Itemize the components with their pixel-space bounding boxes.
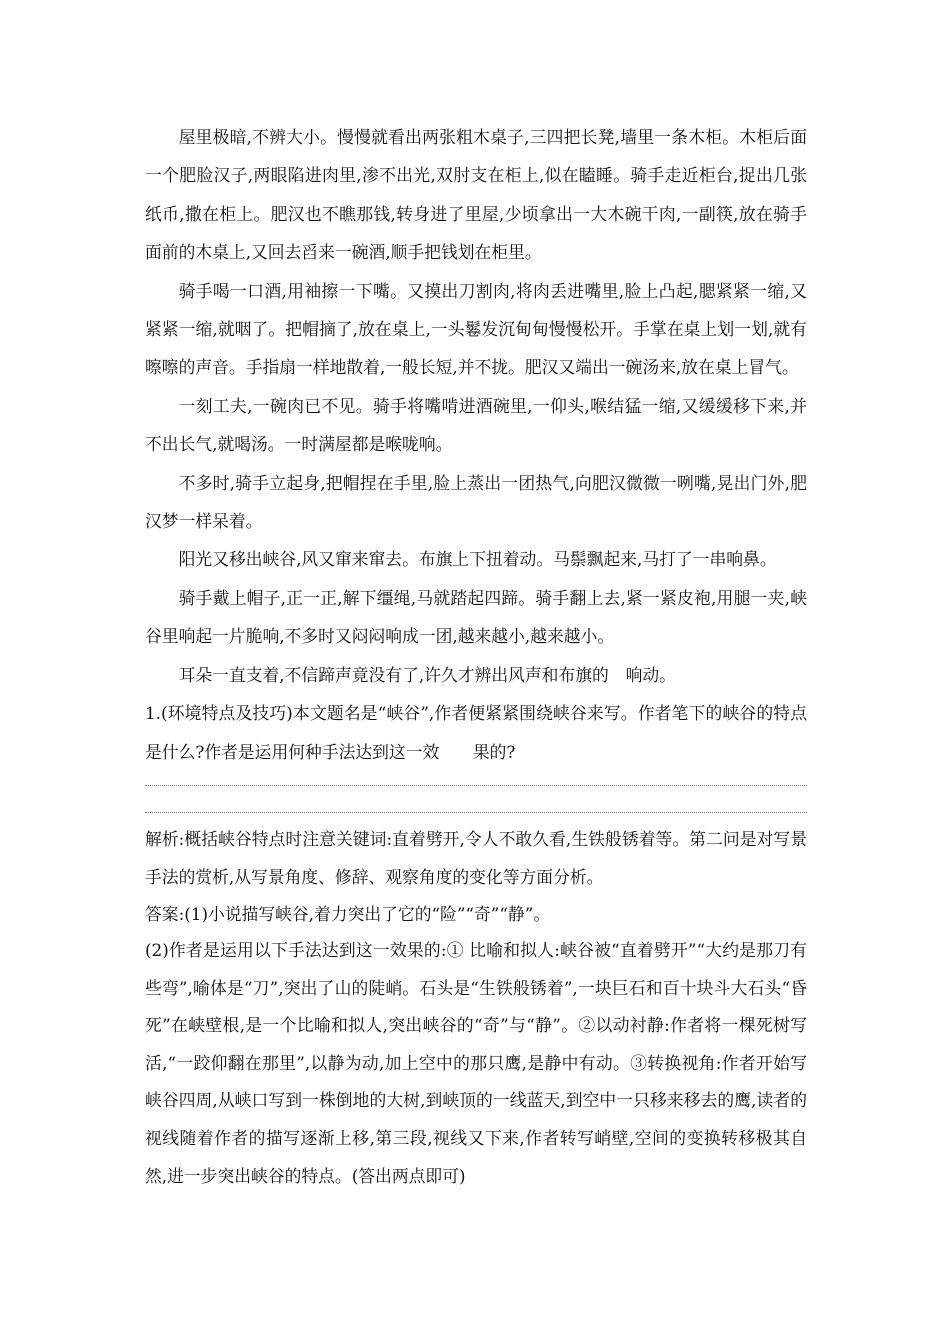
answer-part-1: 答案:(1)小说描写峡谷,着力突出了它的“险”“奇”“静”。 [145,904,551,925]
passage-paragraph-7: 耳朵一直支着,不信蹄声竟没有了,许久才辨出风声和布旗的 响动。 [178,664,676,685]
analysis-text: 解析:概括峡谷特点时注意关键词:直着劈开,令人不敢久看,生铁般锈着等。第二问是对写景手法的赏析,从写景角度、修辞、观察角度的变化等方面分析。 [145,828,807,887]
passage-paragraph-6: 骑手戴上帽子,正一正,解下缰绳,马就踏起四蹄。骑手翻上去,紧一紧皮袍,用腿一夹,峡谷里响起一片脆响,不多时又闷闷响成一团,越来越小,越来越小。 [145,587,807,647]
passage-paragraph-2: 骑手喝一口酒,用袖擦一下嘴。又摸出刀割肉,将肉丢进嘴里,脸上凸起,腮紧紧一缩,又紧紧一缩,就咽了。把帽摘了,放在桌上,一头鬈发沉甸甸慢慢松开。手掌在桌上划一划,就有嚓嚓的声音。手指扇一样地散着,一般长短,并不拢。肥汉又端出一碗汤来,放在桌上冒气。 [145,280,807,378]
passage-paragraph-5: 阳光又移出峡谷,风又窜来窜去。布旗上下扭着动。马鬃飘起来,马打了一串响鼻。 [178,549,777,570]
document-page [145,118,807,1195]
answer-line-2 [145,812,807,813]
question-1: 1.(环境特点及技巧)本文题名是“峡谷”,作者便紧紧围绕峡谷来写。作者笔下的峡谷的特点是什么?作者是运用何种手法达到这一效 果的? [145,703,807,762]
answer-lines [145,785,807,813]
answer-line-1 [145,785,807,786]
answer-part-2: (2)作者是运用以下手法达到这一效果的:① 比喻和拟人:峡谷被“直着劈开”“大约是那刀有些弯”,喻体是“刀”,突出了山的陡峭。石头是“生铁般锈着”,一块巨石和百十块斗大石头“昏死”在峡壁根,是一个比喻和拟人,突出峡谷的“奇”与“静”。②以动衬静:作者将一棵死树写活,“一跤仰翻在那里”,以静为动,加上空中的那只鹰,是静中有动。③转换视角:作者开始写峡谷四周,从峡口写到一株倒地的大树,到峡顶的一线蓝天,到空中一只移来移去的鹰,读者的视线随着作者的描写逐渐上移,第三段,视线又下来,作者转写峭壁,空间的变换转移极其自然,进一步突出峡谷的特点。(答出两点即可) [145,940,807,1186]
passage-paragraph-1: 屋里极暗,不辨大小。慢慢就看出两张粗木桌子,三四把长凳,墙里一条木柜。木柜后面一个肥脸汉子,两眼陷进肉里,渗不出光,双肘支在柜上,似在瞌睡。骑手走近柜台,捉出几张纸币,撒在柜上。肥汉也不瞧那钱,转身进了里屋,少顷拿出一大木碗干肉,一副筷,放在骑手面前的木桌上,又回去舀来一碗酒,顺手把钱划在柜里。 [145,127,807,263]
passage-paragraph-3: 一刻工夫,一碗肉已不见。骑手将嘴啃进酒碗里,一仰头,喉结猛一缩,又缓缓移下来,并不出长气,就喝汤。一时满屋都是喉咙响。 [145,395,807,455]
passage-paragraph-4: 不多时,骑手立起身,把帽捏在手里,脸上蒸出一团热气,向肥汉微微一咧嘴,晃出门外,肥汉梦一样呆着。 [145,472,807,532]
